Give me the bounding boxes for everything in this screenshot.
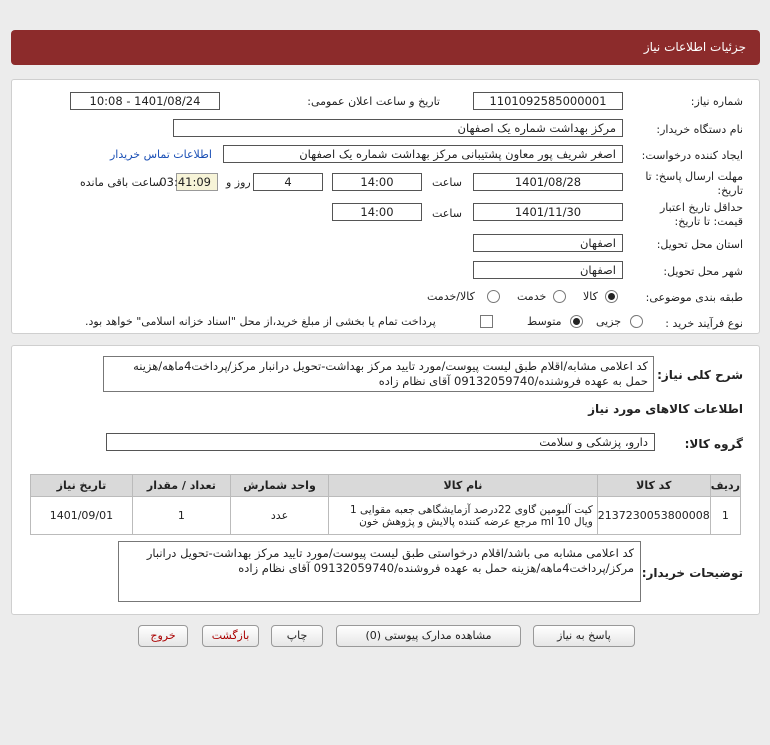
- col-row: ردیف: [710, 475, 740, 497]
- table-header-row: [31, 475, 741, 497]
- buyer-notes-label: توضیحات خریدار:: [641, 566, 743, 580]
- deadline-label: مهلت ارسال پاسخ: تا: [645, 170, 743, 183]
- table-row: [31, 497, 741, 535]
- deadline-date-field: 1401/08/28: [473, 173, 623, 191]
- remaining-time-field: 03:41:09: [176, 173, 218, 191]
- validity-label: حداقل تاریخ اعتبار: [659, 201, 743, 214]
- category-service-radio[interactable]: [553, 290, 566, 303]
- validity-time-label: ساعت: [432, 207, 462, 220]
- category-goods-label: کالا: [583, 290, 598, 303]
- contact-buyer-link[interactable]: اطلاعات تماس خریدار: [110, 148, 212, 161]
- back-button[interactable]: بازگشت: [202, 625, 259, 647]
- city-label: شهر محل تحویل:: [663, 265, 743, 278]
- col-code: کد کالا: [597, 475, 710, 497]
- category-goods-radio[interactable]: [605, 290, 618, 303]
- goods-group-field: دارو، پزشکی و سلامت: [106, 433, 655, 451]
- announce-label: تاریخ و ساعت اعلان عمومی:: [307, 95, 440, 108]
- validity-date-field: 1401/11/30: [473, 203, 623, 221]
- col-date: تاریخ نیاز: [31, 475, 133, 497]
- category-goods-service-label: کالا/خدمت: [427, 290, 475, 303]
- cell-unit: عدد: [230, 497, 328, 535]
- process-label: نوع فرآیند خرید :: [665, 317, 743, 330]
- cell-name: کیت آلبومین گاوی 22درصد آزمایشگاهی جعبه مقوایی 1 ویال 10 ml مرجع عرضه کننده پالایش و پژوهش خون: [329, 497, 598, 535]
- cell-qty: 1: [132, 497, 230, 535]
- goods-table: [30, 474, 741, 535]
- col-name: نام کالا: [329, 475, 598, 497]
- process-medium-label: متوسط: [527, 315, 562, 328]
- buyer-org-label: نام دستگاه خریدار:: [656, 123, 743, 136]
- payment-note: پرداخت تمام یا بخشی از مبلغ خرید،از محل "اسناد خزانه اسلامی" خواهد بود.: [85, 315, 436, 328]
- process-minor-radio[interactable]: [630, 315, 643, 328]
- province-label: استان محل تحویل:: [656, 238, 743, 251]
- buyer-notes-text: کد اعلامی مشابه می باشد/اقلام درخواستی طبق لیست پیوست/مورد تایید مرکز بهداشت-تحویل درانبار مرکز/پرداخت4ماهه/هزینه حمل به عهده فروشنده/09132059740 آقای نظام زاده: [118, 541, 641, 602]
- remaining-label: ساعت باقی مانده: [80, 176, 162, 189]
- province-field: اصفهان: [473, 234, 623, 252]
- creator-field: اصغر شریف پور معاون پشتیبانی مرکز بهداشت شماره یک اصفهان: [223, 145, 623, 163]
- announce-field: 1401/08/24 - 10:08: [70, 92, 220, 110]
- col-qty: تعداد / مقدار: [132, 475, 230, 497]
- category-goods-service-radio[interactable]: [487, 290, 500, 303]
- page-title: جزئیات اطلاعات نیاز: [643, 40, 746, 54]
- category-label: طبقه بندی موضوعی:: [645, 291, 743, 304]
- validity-time-field: 14:00: [332, 203, 422, 221]
- cell-code: 2137230053800008: [597, 497, 710, 535]
- days-label: روز و: [226, 176, 251, 189]
- buyer-org-field: مرکز بهداشت شماره یک اصفهان: [173, 119, 623, 137]
- deadline-time-field: 14:00: [332, 173, 422, 191]
- deadline-label-2: تاریخ:: [717, 184, 743, 197]
- cell-date: 1401/09/01: [31, 497, 133, 535]
- goods-section-title: اطلاعات کالاهای مورد نیاز: [588, 402, 743, 416]
- attachments-button[interactable]: مشاهده مدارک پیوستی (0): [336, 625, 521, 647]
- need-number-field: 1101092585000001: [473, 92, 623, 110]
- deadline-time-label: ساعت: [432, 176, 462, 189]
- exit-button[interactable]: خروج: [138, 625, 188, 647]
- process-minor-label: جزیی: [596, 315, 622, 328]
- description-label: شرح کلی نیاز:: [657, 368, 743, 382]
- validity-label-2: قیمت: تا تاریخ:: [674, 215, 743, 228]
- print-button[interactable]: چاپ: [271, 625, 323, 647]
- description-text: کد اعلامی مشابه/اقلام طبق لیست پیوست/مورد تایید مرکز بهداشت-تحویل درانبار مرکز/پرداخت4ماهه/هزینه حمل به عهده فروشنده/09132059740 آقای نظام زاده: [103, 356, 654, 392]
- col-unit: واحد شمارش: [230, 475, 328, 497]
- payment-checkbox[interactable]: [480, 315, 493, 328]
- page-header: [11, 30, 760, 65]
- need-number-label: شماره نیاز:: [690, 95, 743, 108]
- cell-row: 1: [710, 497, 740, 535]
- goods-group-label: گروه کالا:: [684, 437, 743, 451]
- city-field: اصفهان: [473, 261, 623, 279]
- creator-label: ایجاد کننده درخواست:: [641, 149, 743, 162]
- days-field: 4: [253, 173, 323, 191]
- reply-button[interactable]: پاسخ به نیاز: [533, 625, 635, 647]
- process-medium-radio[interactable]: [570, 315, 583, 328]
- category-service-label: خدمت: [517, 290, 547, 303]
